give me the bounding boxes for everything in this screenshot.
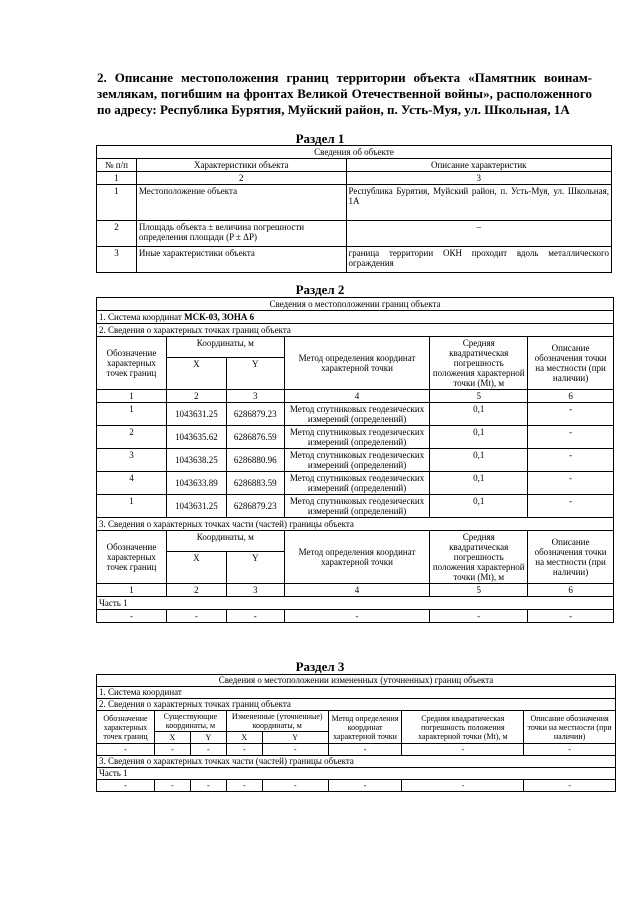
s2-part-cell: - <box>430 610 528 623</box>
s2-point-method: Метод спутниковых геодезических измерений (определений) <box>284 495 430 518</box>
s3-h-oboz: Обозначение характерных точек границ <box>97 711 155 744</box>
s3-h-y2: Y <box>262 732 328 744</box>
s2-point-desc: - <box>528 495 614 518</box>
s2-point-err: 0,1 <box>430 495 528 518</box>
document-heading: 2. Описание местоположения границ территории объекта «Памятник воинам-землякам, погибшим на фронтах Великой Отечественной войны», расположенного по адресу: Республика Бурятия, Муйский район, п. Усть-Муя, ул. Школьная, 1А <box>97 70 592 117</box>
s2-point-x: 1043633.89 <box>166 472 226 495</box>
section-1-table <box>96 145 612 273</box>
s2-parts-idx: 3 <box>226 584 284 597</box>
s2-part-cell: - <box>166 610 226 623</box>
s3-h-y: Y <box>190 732 226 744</box>
s1-row-char: Площадь объекта ± величина погрешности определения площади (P ± ΔP) <box>136 221 346 247</box>
s2-parts-idx: 6 <box>528 584 614 597</box>
s2-point-desc: - <box>528 472 614 495</box>
section-3-title: Раздел 3 <box>295 659 345 674</box>
s2-point-id: 4 <box>97 472 167 495</box>
s2-parts-idx: 2 <box>166 584 226 597</box>
s2-point-row <box>97 495 614 518</box>
s3-part-cell: - <box>154 780 190 792</box>
s3-point-cell: - <box>226 744 262 756</box>
s1-caption: Сведения об объекте <box>97 146 612 159</box>
section-1-title: Раздел 1 <box>295 131 345 146</box>
s2-idx: 1 <box>97 390 167 403</box>
s2-point-row <box>97 472 614 495</box>
s3-point-cell: - <box>402 744 524 756</box>
s3-h-err: Средняя квадратическая погрешность положения характерной точки (Mt), м <box>402 711 524 744</box>
s2-part-cell: - <box>226 610 284 623</box>
s3-h-changed: Измененные (уточненные) координаты, м <box>226 711 328 732</box>
s2-idx: 3 <box>226 390 284 403</box>
s1-idx: 3 <box>346 172 611 185</box>
s2-point-x: 1043638.25 <box>166 449 226 472</box>
s1-row-num: 2 <box>97 221 137 247</box>
s2-h-desc: Описание обозначения точки на местности (при наличии) <box>528 337 614 390</box>
s1-col-desc: Описание характеристик <box>346 159 611 172</box>
s1-row-num: 1 <box>97 185 137 221</box>
s2-point-y: 6286883.59 <box>226 472 284 495</box>
s2-points-label: 2. Сведения о характерных точках границ объекта <box>97 324 614 337</box>
s3-point-cell: - <box>154 744 190 756</box>
s3-part-cell: - <box>524 780 616 792</box>
s2-point-err: 0,1 <box>430 449 528 472</box>
s3-part-cell: - <box>226 780 262 792</box>
s3-h-exist: Существующие координаты, м <box>154 711 226 732</box>
s3-caption: Сведения о местоположении измененных (уточненных) границ объекта <box>97 675 616 687</box>
s3-point-cell: - <box>190 744 226 756</box>
s3-h-x2: X <box>226 732 262 744</box>
s2-parts-h-y: Y <box>226 552 284 584</box>
s2-h-coord: Координаты, м <box>166 337 284 358</box>
s2-parts-h-x: X <box>166 552 226 584</box>
s2-point-id: 3 <box>97 449 167 472</box>
s2-point-y: 6286880.96 <box>226 449 284 472</box>
s2-point-desc: - <box>528 403 614 426</box>
s2-point-err: 0,1 <box>430 472 528 495</box>
s2-point-desc: - <box>528 449 614 472</box>
s2-parts-h-coord: Координаты, м <box>166 531 284 552</box>
s2-idx: 6 <box>528 390 614 403</box>
s3-part-label: Часть 1 <box>97 768 616 780</box>
s2-idx: 4 <box>284 390 430 403</box>
s2-point-desc: - <box>528 426 614 449</box>
s2-part-cell: - <box>97 610 167 623</box>
s3-point-cell: - <box>328 744 402 756</box>
s3-parts-label: 3. Сведения о характерных точках части (частей) границы объекта <box>97 756 616 768</box>
s2-point-method: Метод спутниковых геодезических измерений (определений) <box>284 426 430 449</box>
s2-parts-h-err: Средняя квадратическая погрешность положения характерной точки (Mt), м <box>430 531 528 584</box>
s2-point-method: Метод спутниковых геодезических измерений (определений) <box>284 472 430 495</box>
s3-part-cell: - <box>190 780 226 792</box>
s1-idx: 2 <box>136 172 346 185</box>
s2-point-x: 1043631.25 <box>166 403 226 426</box>
s2-h-x: X <box>166 358 226 390</box>
s2-part-cell: - <box>284 610 430 623</box>
s2-parts-idx: 5 <box>430 584 528 597</box>
s3-point-cell: - <box>97 744 155 756</box>
s1-row-desc: – <box>346 221 611 247</box>
s2-parts-h-desc: Описание обозначения точки на местности (при наличии) <box>528 531 614 584</box>
s2-h-y: Y <box>226 358 284 390</box>
s2-point-row <box>97 403 614 426</box>
s2-part-cell: - <box>528 610 614 623</box>
s2-system-label: 1. Система координат <box>99 312 185 322</box>
s2-idx: 2 <box>166 390 226 403</box>
s2-point-id: 1 <box>97 495 167 518</box>
s3-point-cell: - <box>524 744 616 756</box>
s1-row-desc: граница территории ОКН проходит вдоль металлического ограждения <box>346 247 611 273</box>
section-3-table <box>96 674 616 792</box>
s3-h-x: X <box>154 732 190 744</box>
s1-row-desc: Республика Бурятия, Муйский район, п. Усть-Муя, ул. Школьная, 1А <box>346 185 611 221</box>
s2-point-row <box>97 449 614 472</box>
s1-row-char: Местоположение объекта <box>136 185 346 221</box>
section-2-table <box>96 297 614 623</box>
s3-point-cell: - <box>262 744 328 756</box>
s1-idx: 1 <box>97 172 137 185</box>
s2-system-value: МСК-03, ЗОНА 6 <box>184 312 255 322</box>
s1-col-num: № п/п <box>97 159 137 172</box>
s2-parts-label: 3. Сведения о характерных точках части (частей) границы объекта <box>97 518 614 531</box>
s2-point-id: 2 <box>97 426 167 449</box>
s2-system <box>97 311 614 324</box>
s2-point-y: 6286876.59 <box>226 426 284 449</box>
s3-part-cell: - <box>402 780 524 792</box>
s2-part-label: Часть 1 <box>97 597 614 610</box>
s2-point-x: 1043631.25 <box>166 495 226 518</box>
s2-parts-h-method: Метод определения координат характерной точки <box>284 531 430 584</box>
s3-h-desc: Описание обозначения точки на местности (при наличии) <box>524 711 616 744</box>
s1-row-char: Иные характеристики объекта <box>136 247 346 273</box>
s2-parts-idx: 1 <box>97 584 167 597</box>
s1-row-num: 3 <box>97 247 137 273</box>
s2-parts-idx: 4 <box>284 584 430 597</box>
section-2-title: Раздел 2 <box>295 282 345 297</box>
s2-idx: 5 <box>430 390 528 403</box>
s2-point-err: 0,1 <box>430 403 528 426</box>
s3-system: 1. Система координат <box>97 687 616 699</box>
s3-points-label: 2. Сведения о характерных точках границ объекта <box>97 699 616 711</box>
s2-point-x: 1043635.62 <box>166 426 226 449</box>
s2-h-oboz: Обозначение характерных точек границ <box>97 337 167 390</box>
s2-point-method: Метод спутниковых геодезических измерений (определений) <box>284 403 430 426</box>
s2-point-id: 1 <box>97 403 167 426</box>
s2-h-method: Метод определения координат характерной точки <box>284 337 430 390</box>
s2-caption: Сведения о местоположении границ объекта <box>97 298 614 311</box>
s2-point-err: 0,1 <box>430 426 528 449</box>
s1-col-char: Характеристики объекта <box>136 159 346 172</box>
s2-point-y: 6286879.23 <box>226 495 284 518</box>
s3-part-cell: - <box>328 780 402 792</box>
s2-point-y: 6286879.23 <box>226 403 284 426</box>
s2-h-err: Средняя квадратическая погрешность положения характерной точки (Mt), м <box>430 337 528 390</box>
s3-h-method: Метод определения координат характерной точки <box>328 711 402 744</box>
s2-point-method: Метод спутниковых геодезических измерений (определений) <box>284 449 430 472</box>
s3-part-cell: - <box>262 780 328 792</box>
s2-parts-h-oboz: Обозначение характерных точек границ <box>97 531 167 584</box>
s2-point-row <box>97 426 614 449</box>
s3-part-cell: - <box>97 780 155 792</box>
